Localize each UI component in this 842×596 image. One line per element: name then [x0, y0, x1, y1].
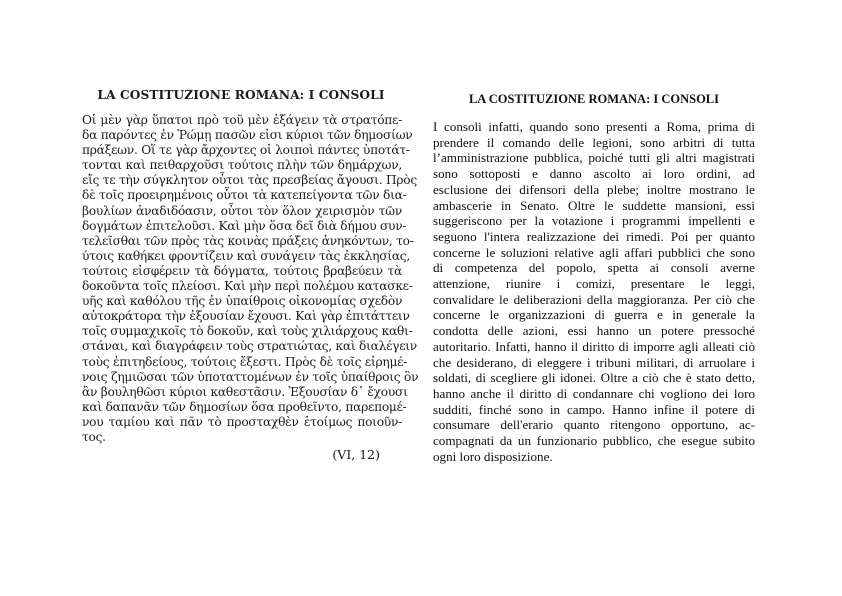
greek-line: ύτοις καθήκει φροντίζειν καὶ συνάγειν τὰς ἐκκλησίας, [82, 248, 411, 263]
italian-line: consumare dell'erario quanto ritengono opportuno, ac- [433, 417, 755, 433]
greek-line: εἴς τε τὴν σύγκλητον οὗτοι τὰς πρεσβείας ἄγουσι. Πρὸς [82, 173, 417, 188]
italian-line: attenzione, riunire i comizi, presentare le leggi, [433, 276, 755, 292]
greek-line: νου ταμίου καὶ πᾶν τὸ προσταχθὲν ἑτοίμως ποιοῦν- [82, 414, 402, 429]
italian-line: sudditi, finché sono in campo. Hanno infine il potere di [433, 401, 755, 417]
italian-line: di competenza del popolo, spetta ai consoli averne [433, 260, 755, 276]
italian-heading: LA COSTITUZIONE ROMANA: I CONSOLI [468, 92, 720, 106]
italian-translation-column [433, 92, 755, 464]
greek-line: τονται καὶ πειθαρχοῦσι τούτοις πλὴν τῶν δημάρχων, [82, 158, 402, 173]
greek-text-column [80, 88, 419, 463]
greek-source-reference: (VI, 12) [332, 447, 380, 463]
italian-line: suggeriscono per la votazione i programmi impellenti e [433, 213, 755, 229]
italian-line: I consoli infatti, quando sono presenti a Roma, prima di [433, 119, 755, 134]
greek-paragraph [82, 113, 419, 445]
italian-line: concerne le soluzioni relative agli affari pubblici che sono [433, 244, 755, 260]
greek-line: νοις ζημιῶσαι τῶν ὑποταττομένων ἐν τοῖς ὑπαίθροις ὃν [82, 369, 419, 384]
greek-heading: LA COSTITUZIONE ROMANA: I CONSOLI [97, 88, 385, 102]
greek-line: τοῖς συμμαχικοῖς τὸ δοκοῦν, καὶ τοὺς χιλιάρχους καθι- [82, 324, 413, 339]
greek-line: δὲ τοῖς προειρημένοις οὗτοι τὰ κατεπείγοντα τῶν δια- [82, 188, 407, 203]
greek-line: πράξεων. Οἵ τε γὰρ ἄρχοντες οἱ λοιποὶ πάντες ὑποτάτ- [82, 143, 410, 158]
italian-line: hanno anche il diritto di condannare chi vogliono dei loro [433, 385, 755, 401]
italian-line: seguono l'intera realizzazione dei rimedi. Poi per quanto [433, 228, 755, 244]
greek-line: αὐτοκράτορα τὴν ἐξουσίαν ἔχουσι. Καὶ γὰρ ἐπιτάττειν [82, 309, 410, 324]
greek-line: υῆς καὶ καθόλου τῆς ἐν ὑπαίθροις οἰκονομίας σχεδὸν [82, 294, 403, 309]
italian-line: l’amministrazione pubblica, poiché tutti gli altri magistrati [433, 150, 755, 166]
italian-line: ogni loro disposizione. [433, 448, 553, 464]
greek-line: τος. [82, 429, 106, 444]
italian-line: concerne le organizzazioni di guerra e in generale la [433, 307, 755, 323]
greek-line: στάναι, καὶ διαγράφειν τοὺς στρατιώτας, καὶ διαλέγειν [82, 339, 417, 354]
italian-line: sono sottoposti e danno ascolto ai loro ordini, ad [433, 166, 755, 182]
greek-line: τοὺς ἐπιτηδείους, τούτοις ἔξεστι. Πρὸς δὲ τοῖς εἰρημέ- [82, 354, 408, 369]
greek-line: τούτοις εἰσφέρειν τὰ δόγματα, τούτοις βραβεύειν τὰ [82, 263, 402, 278]
italian-line: autoritario. Infatti, hanno il diritto di imporre agli alleati ciò [433, 338, 755, 354]
italian-line: convalidare le deliberazioni della maggioranza. Per ciò che [433, 291, 755, 307]
italian-paragraph [433, 119, 755, 464]
greek-line: δοκοῦντα τοῖς πλείοσι. Καὶ μὴν περὶ πολέμου κατασκε- [82, 279, 413, 294]
italian-line: condotta delle azioni, essi hanno un potere pressoché [433, 323, 755, 339]
italian-line: esclusione dei difensori della plebe; inoltre mostrano le [433, 181, 755, 197]
italian-line: prendere il comando delle legioni, sono arbitri di tutta [433, 134, 755, 150]
italian-line: che desiderano, di eleggere i tribuni militari, di arruolare i [433, 354, 755, 370]
greek-line: δα παρόντες ἐν Ῥώμῃ πασῶν εἰσι κύριοι τῶν δημοσίων [82, 128, 413, 143]
greek-line: ἂν βουληθῶσι κύριοι καθεστᾶσιν. Ἐξουσίαν δ᾽ ἔχουσι [82, 384, 408, 399]
greek-line: καὶ δαπανᾶν τῶν δημοσίων ὅσα προθεῖντο, παρεπομέ- [82, 399, 407, 414]
greek-line: δογμάτων ἐπιτελοῦσι. Καὶ μὴν ὅσα δεῖ διὰ δήμου συν- [82, 218, 407, 233]
italian-line: soldati, di scegliere gli idonei. Oltre a ciò che è stato detto, [433, 370, 755, 386]
italian-line: compagnati da un funzionario pubblico, che esegue subito [433, 433, 755, 449]
italian-line: ambascerie in Senato. Oltre le suddette mansioni, essi [433, 197, 755, 213]
greek-line: τελεῖσθαι τῶν πρὸς τὰς κοινὰς πράξεις ἀνηκόντων, το- [82, 233, 414, 248]
greek-line: Οἱ μὲν γὰρ ὕπατοι πρὸ τοῦ μὲν ἐξάγειν τὰ στρατόπε- [82, 113, 402, 127]
greek-line: βουλίων ἀναδιδόασιν, οὗτοι τὸν ὅλον χειρισμὸν τῶν [82, 203, 402, 218]
